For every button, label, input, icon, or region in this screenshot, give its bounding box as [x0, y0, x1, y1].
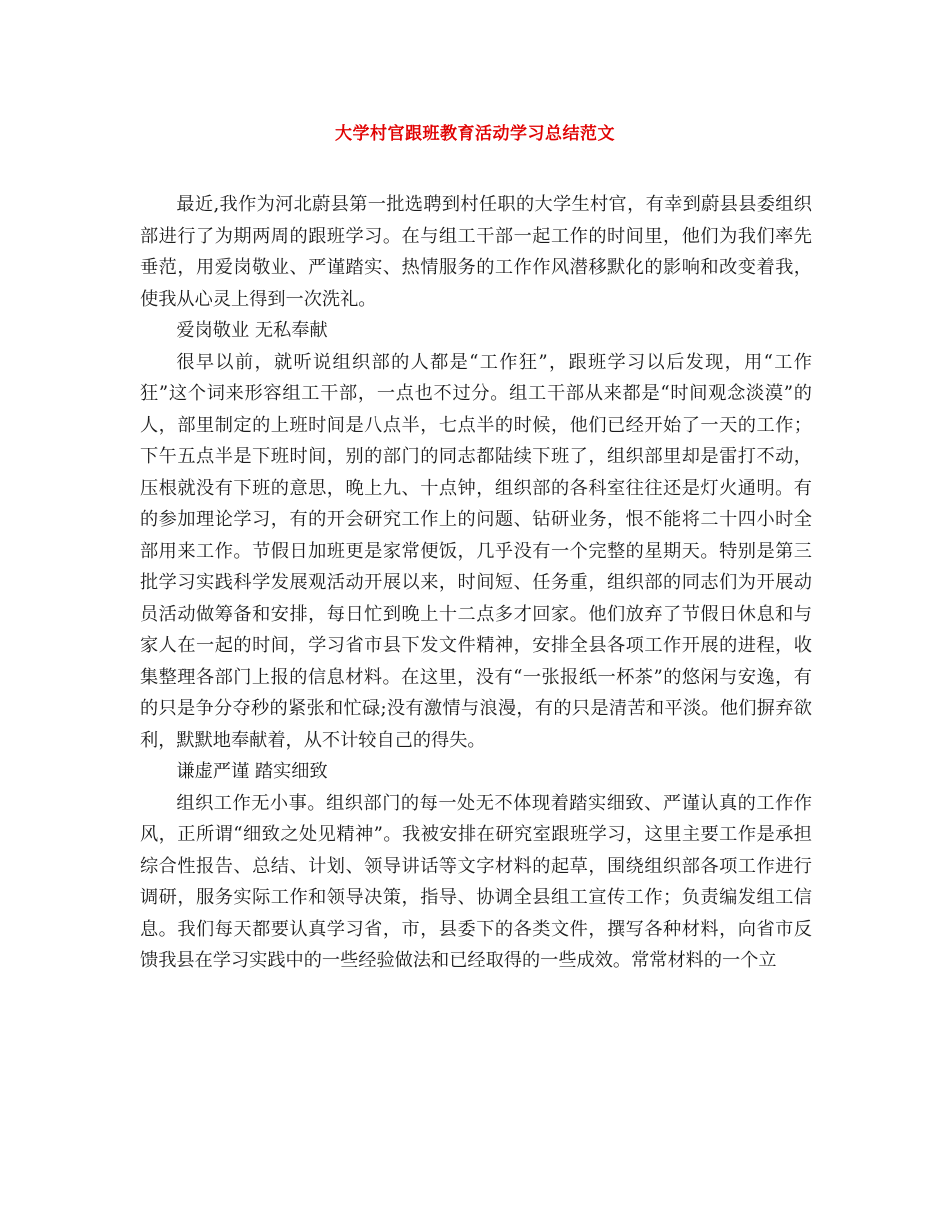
paragraph-rigor: 组织工作无小事。组织部门的每一处无不体现着踏实细致、严谨认真的工作作风，正所谓“细致之处见精神”。我被安排在研究室跟班学习，这里主要工作是承担综合性报告、总结、计划、领导讲话等文字材料的起草，围绕组织部各项工作进行调研，服务实际工作和领导决策，指导、协调全县组工宣传工作；负责编发组工信息。我们每天都要认真学习省，市，县委下的各类文件，撰写各种材料，向省市反馈我县在学习实践中的一些经验做法和已经取得的一些成效。常常材料的一个立: [140, 792, 812, 971]
document-title: 大学村官跟班教育活动学习总结范文: [335, 124, 615, 144]
document-body: [140, 189, 812, 977]
paragraph-intro: 最近,我作为河北蔚县第一批选聘到村任职的大学生村官，有幸到蔚县县委组织部进行了为期两周的跟班学习。在与组工干部一起工作的时间里，他们为我们率先垂范，用爱岗敬业、严谨踏实、热情服务的工作作风潜移默化的影响和改变着我，使我从心灵上得到一次洗礼。: [140, 194, 812, 310]
paragraph-dedication: 很早以前，就听说组织部的人都是“工作狂”，跟班学习以后发现，用“工作狂”这个词来形容组工干部，一点也不过分。组工干部从来都是“时间观念淡漠”的人，部里制定的上班时间是八点半，七点半的时候，他们已经开始了一天的工作；下午五点半是下班时间，别的部门的同志都陆续下班了，组织部里却是雷打不动，压根就没有下班的意思，晚上九、十点钟，组织部的各科室往往还是灯火通明。有的参加理论学习，有的开会研究工作上的问题、钻研业务，恨不能将二十四小时全部用来工作。节假日加班更是家常便饭，几乎没有一个完整的星期天。特别是第三批学习实践科学发展观活动开展以来，时间短、任务重，组织部的同志们为开展动员活动做筹备和安排，每日忙到晚上十二点多才回家。他们放弃了节假日休息和与家人在一起的时间，学习省市县下发文件精神，安排全县各项工作开展的进程，收集整理各部门上报的信息材料。在这里，没有“一张报纸一杯茶”的悠闲与安逸，有的只是争分夺秒的紧张和忙碌;没有激情与浪漫，有的只是清苦和平淡。他们摒弃欲利，默默地奉献着，从不计较自己的得失。: [140, 351, 812, 751]
section-heading-dedication: 爱岗敬业 无私奉献: [176, 320, 328, 341]
section-heading-rigor: 谦虚严谨 踏实细致: [176, 761, 328, 782]
